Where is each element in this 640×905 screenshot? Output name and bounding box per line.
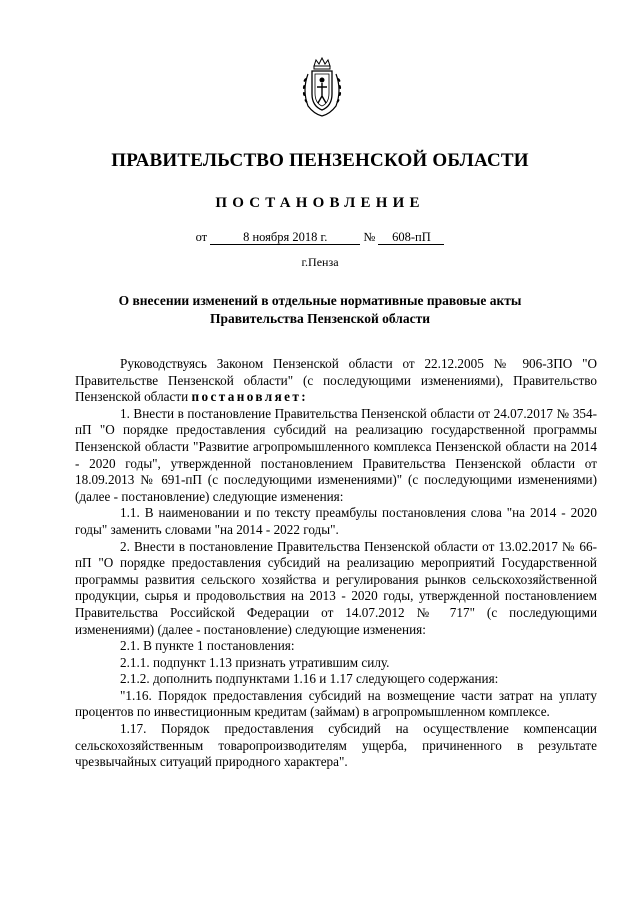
paragraph-1-16: "1.16. Порядок предоставления субсидий на возмещение части затрат на уплату процентов по инвестиционным кредитам (займам) в агропромышленном комплексе. bbox=[75, 687, 597, 720]
paragraph-1: 1. Внести в постановление Правительства Пензенской области от 24.07.2017 № 354-пП "О порядке предоставления субсидий на реализацию государственной программы Пензенской области "Развитие агропромышленного комплекса Пензенской области на 2014 - 2020 годы", утвержденной постановлением Правительства Пензенской области от 18.09.2013 № 691-пП (с последующими изменениями)" (с последующими изменениями) (далее - постановление) следующие изменения: bbox=[75, 405, 597, 504]
paragraph-1-17: 1.17. Порядок предоставления субсидий на осуществление компенсации сельскохозяйственным товаропроизводителям ущерба, причиненного в результате чрезвычайных ситуаций природного характера". bbox=[75, 721, 597, 770]
number-prefix: № bbox=[363, 230, 376, 244]
paragraph-1-1: 1.1. В наименовании и по тексту преамбулы постановления слова "на 2014 - 2020 годы" заменить словами "на 2014 - 2022 годы". bbox=[75, 505, 597, 537]
preamble-text: Руководствуясь Законом Пензенской области от 22.12.2005 № 906-ЗПО "О Правительстве Пензенской области" (с последующими изменениями), Правительство Пензенской области bbox=[75, 356, 597, 405]
date-prefix: от bbox=[195, 230, 208, 244]
document-title bbox=[0, 292, 640, 328]
title-line-1: О внесении изменений в отдельные нормативные правовые акты bbox=[118, 293, 522, 308]
organization-name: ПРАВИТЕЛЬСТВО ПЕНЗЕНСКОЙ ОБЛАСТИ bbox=[111, 150, 529, 171]
document-body bbox=[75, 356, 597, 771]
preamble-paragraph bbox=[75, 356, 597, 406]
paragraph-2: 2. Внести в постановление Правительства Пензенской области от 13.02.2017 № 66-пП "О порядке предоставления субсидий на реализацию мероприятий Государственной программы развития сельского хозяйства и регулирования рынков сельскохозяйственной продукции, сырья и продовольствия на 2013 - 2020 годы, утвержденной постановлением Правительства Российской Федерации от 14.07.2012 № 717" (с последующими изменениями) (далее - постановление) следующие изменения: bbox=[75, 538, 597, 637]
paragraph-2-1-1: 2.1.1. подпункт 1.13 признать утратившим силу. bbox=[120, 654, 390, 670]
document-number: 608-пП bbox=[378, 230, 444, 245]
document-type: ПОСТАНОВЛЕНИЕ bbox=[215, 195, 425, 211]
date-number-line bbox=[0, 230, 640, 245]
resolves-word: постановляет: bbox=[191, 389, 309, 405]
coat-of-arms-emblem bbox=[298, 56, 346, 118]
paragraph-2-1: 2.1. В пункте 1 постановления: bbox=[120, 638, 295, 654]
city: г.Пенза bbox=[301, 255, 339, 269]
paragraph-2-1-2: 2.1.2. дополнить подпунктами 1.16 и 1.17 следующего содержания: bbox=[120, 671, 499, 687]
title-line-2: Правительства Пензенской области bbox=[209, 311, 431, 326]
document-date: 8 ноября 2018 г. bbox=[210, 230, 360, 245]
